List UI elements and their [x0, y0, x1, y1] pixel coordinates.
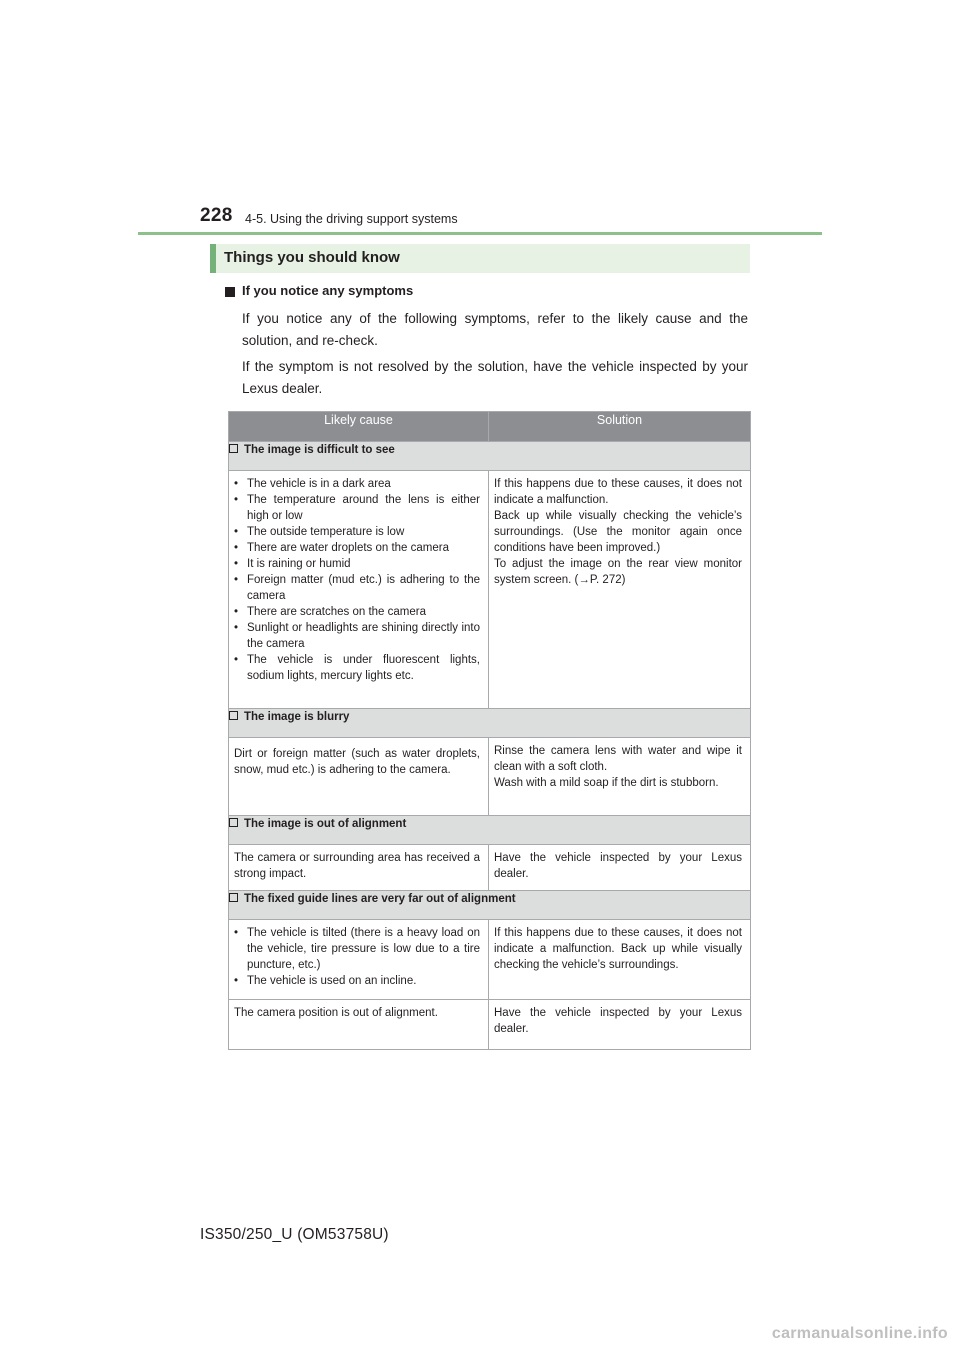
cause-item: • The vehicle is tilted (there is a heavy load on the vehicle, tire pressure is low due to a tire puncture, etc.) — [234, 925, 480, 973]
intro-paragraph-1: If you notice any of the following symptoms, refer to the likely cause and the solution, and re-check. — [242, 311, 748, 348]
watermark: carmanualsonline.info — [771, 1325, 948, 1342]
cause-item: • The temperature around the lens is either high or low — [234, 492, 480, 524]
solution-line: Back up while visually checking the vehicle’s surroundings. (Use the monitor again once conditions have been improved.) — [494, 510, 742, 554]
cause-cell — [229, 845, 489, 891]
intro-paragraph-2: If the symptom is not resolved by the solution, have the vehicle inspected by your Lexus dealer. — [242, 359, 748, 396]
cause-text: Dirt or foreign matter (such as water droplets, snow, mud etc.) is adhering to the camera. — [234, 748, 480, 776]
cause-cell — [229, 1000, 489, 1050]
model-code-footer: IS350/250_U (OM53758U) — [200, 1226, 389, 1243]
solution-cell — [489, 738, 751, 816]
cause-item: • The outside temperature is low — [234, 524, 480, 540]
column-header-likely-cause: Likely cause — [229, 412, 489, 442]
things-you-should-know-box — [210, 244, 750, 273]
solution-cell — [489, 1000, 751, 1050]
solution-line-page-ref: To adjust the image on the rear view monitor system screen. (→P. 272) — [494, 558, 742, 586]
cause-item: • Sunlight or headlights are shining directly into the camera — [234, 620, 480, 652]
group-title: The image is difficult to see — [244, 444, 395, 456]
section-title: 4-5. Using the driving support systems — [245, 212, 458, 226]
symptom-table — [228, 411, 751, 1050]
cause-item: • The vehicle is under fluorescent lights, sodium lights, mercury lights etc. — [234, 652, 480, 684]
checkbox-icon — [229, 444, 238, 453]
square-bullet-icon — [225, 287, 235, 297]
solution-text: Have the vehicle inspected by your Lexus dealer. — [494, 1007, 742, 1035]
cause-text: The camera position is out of alignment. — [234, 1007, 438, 1019]
symptoms-heading: If you notice any symptoms — [242, 283, 414, 298]
solution-text: If this happens due to these causes, it does not indicate a malfunction. Back up while visually checking the vehicle’s surroundings. — [494, 927, 742, 971]
header-rule — [138, 232, 822, 235]
solution-line: Rinse the camera lens with water and wipe it clean with a soft cloth. — [494, 745, 742, 773]
solution-line: Wash with a mild soap if the dirt is stubborn. — [494, 777, 719, 789]
checkbox-icon — [229, 893, 238, 902]
cause-item: • There are scratches on the camera — [234, 604, 480, 620]
group-row — [229, 442, 751, 471]
column-header-solution: Solution — [489, 412, 751, 442]
group-row — [229, 709, 751, 738]
group-title: The image is blurry — [244, 711, 350, 723]
cause-item: • There are water droplets on the camera — [234, 540, 480, 556]
checkbox-icon — [229, 711, 238, 720]
group-title: The fixed guide lines are very far out of alignment — [244, 893, 516, 905]
solution-cell — [489, 920, 751, 1000]
cause-item: • Foreign matter (mud etc.) is adhering to the camera — [234, 572, 480, 604]
box-title: Things you should know — [224, 249, 400, 266]
cause-text: The camera or surrounding area has received a strong impact. — [234, 852, 480, 880]
cause-item: • It is raining or humid — [234, 556, 480, 572]
solution-cell — [489, 471, 751, 709]
group-row — [229, 816, 751, 845]
cause-cell — [229, 471, 489, 709]
solution-cell — [489, 845, 751, 891]
solution-line: If this happens due to these causes, it does not indicate a malfunction. — [494, 478, 742, 506]
group-title: The image is out of alignment — [244, 818, 407, 830]
cause-cell — [229, 738, 489, 816]
cause-item: • The vehicle is used on an incline. — [234, 973, 480, 989]
group-row — [229, 891, 751, 920]
cause-cell — [229, 920, 489, 1000]
page-number: 228 — [200, 205, 233, 226]
cause-item: • The vehicle is in a dark area — [234, 476, 480, 492]
solution-text: Have the vehicle inspected by your Lexus dealer. — [494, 852, 742, 880]
checkbox-icon — [229, 818, 238, 827]
